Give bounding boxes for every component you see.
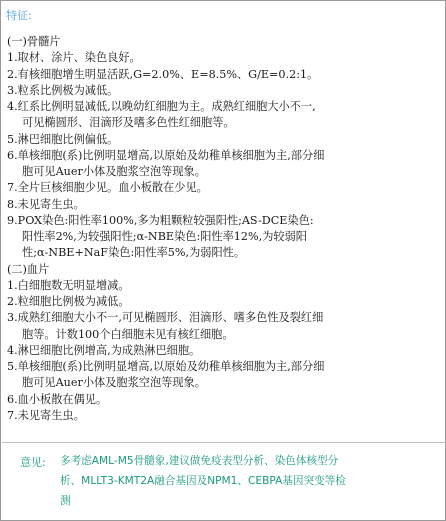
blood-smear-item-6: 6.血小板散在偶见。 [7, 392, 108, 406]
opinion-line-3: 测 [60, 495, 71, 507]
bone-marrow-item-5: 5.淋巴细胞比例偏低。 [7, 132, 119, 146]
bone-marrow-title: (一)骨髓片 [7, 35, 61, 48]
features-heading: 特征: [6, 9, 32, 22]
bone-marrow-item-4-cont: 可见椭圆形、泪滴形及嗜多色性红细胞等。 [22, 116, 235, 130]
bone-marrow-item-2: 2.有核细胞增生明显活跃,G=2.0%、E=8.5%、G/E=0.2:1。 [7, 67, 319, 81]
bone-marrow-item-9: 9.POX染色:阳性率100%,多为粗颗粒较强阳性;AS-DCE染色: [7, 213, 314, 227]
blood-smear-item-5-cont: 胞可见Auer小体及胞浆空泡等现象。 [22, 376, 206, 390]
blood-smear-item-3: 3.成熟红细胞大小不一,可见椭圆形、泪滴形、嗜多色性及裂红细 [7, 311, 324, 325]
bone-marrow-item-3: 3.粒系比例极为减低。 [7, 83, 119, 97]
blood-smear-item-5: 5.单核细胞(系)比例明显增高,以原始及幼稚单核细胞为主,部分细 [7, 360, 325, 373]
bone-marrow-item-9-cont-2: 性;α-NBE+NaF染色:阳性率5%,为弱阳性。 [22, 246, 246, 260]
findings-section [7, 34, 439, 424]
opinion-text [60, 451, 442, 511]
opinion-line-2: 析、MLLT3-KMT2A融合基因及NPM1、CEBPA基因突变等检 [60, 475, 346, 487]
bone-marrow-item-9-cont-1: 阳性率2%,为较强阳性;α-NBE染色:阳性率12%,为较弱阳 [22, 230, 307, 243]
bone-marrow-item-6-cont: 胞可见Auer小体及胞浆空泡等现象。 [22, 165, 206, 178]
opinion-line-1: 多考虑AML-M5骨髓象,建议做免疫表型分析、染色体核型分 [60, 455, 339, 467]
blood-smear-title: (二)血片 [7, 262, 50, 276]
blood-smear-item-2: 2.粒细胞比例极为减低。 [7, 295, 130, 308]
blood-smear-item-7: 7.未见寄生虫。 [7, 408, 85, 422]
bone-marrow-item-6: 6.单核细胞(系)比例明显增高,以原始及幼稚单核细胞为主,部分细 [7, 148, 325, 162]
bone-marrow-item-7: 7.全片巨核细胞少见。血小板散在少见。 [7, 181, 208, 195]
blood-smear-item-1: 1.白细胞数无明显增减。 [7, 278, 130, 292]
section-divider [2, 442, 446, 443]
bone-marrow-item-8: 8.未见寄生虫。 [7, 197, 85, 211]
blood-smear-item-4: 4.淋巴细胞比例增高,为成熟淋巴细胞。 [7, 343, 201, 357]
bone-marrow-item-1: 1.取材、涂片、染色良好。 [7, 51, 141, 65]
opinion-label: 意见: [20, 456, 46, 469]
blood-smear-item-3-cont: 胞等。计数100个白细胞未见有核红细胞。 [22, 327, 234, 341]
bone-marrow-item-4: 4.红系比例明显减低,以晚幼红细胞为主。成熟红细胞大小不一, [7, 100, 316, 113]
